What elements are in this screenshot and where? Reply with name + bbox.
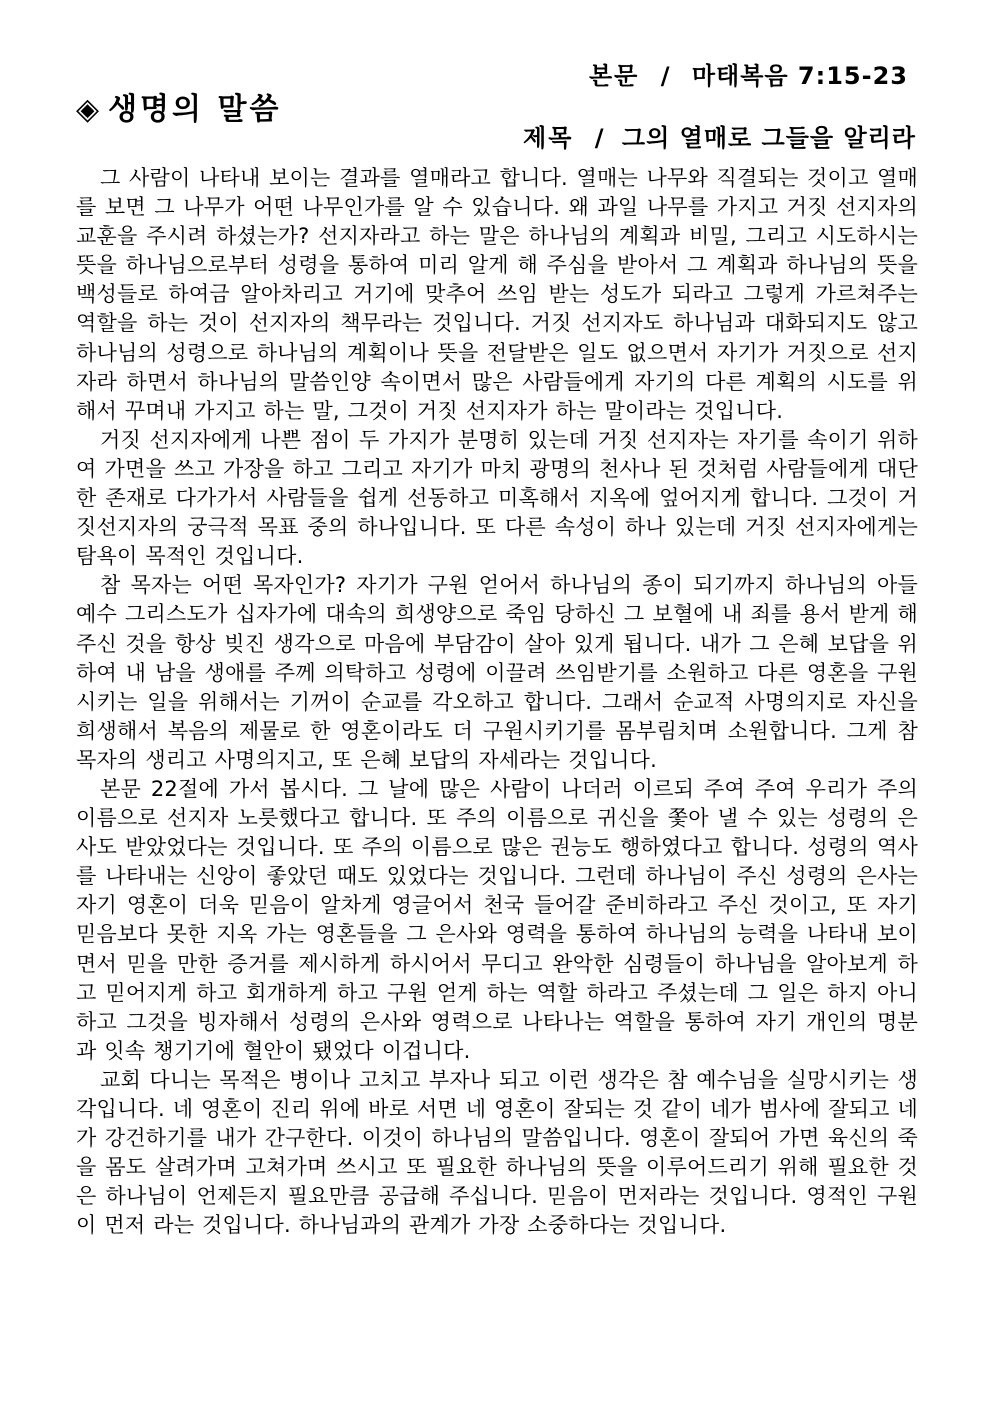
page-title-text: 생명의 말씀	[108, 92, 282, 127]
reference-separator: /	[660, 62, 671, 90]
paragraph: 교회 다니는 목적은 병이나 고치고 부자나 되고 이런 생각은 참 예수님을 실망시키는 생각입니다. 네 영혼이 진리 위에 바로 서면 네 영혼이 잘되는 것 같이 네가 범사에 잘되고 네가 강건하기를 내가 간구한다. 이것이 하나님의 말씀입니다. 영혼이 잘되어 가면 육신의 죽을 몸도 살려가며 고쳐가며 쓰시고 또 필요한 하나님의 뜻을 이루어드리기 위해 필요한 것은 하나님이 언제든지 필요만큼 공급해 주십니다. 믿음이 먼저라는 것입니다. 영적인 구원이 먼저 라는 것입니다. 하나님과의 관계가 가장 소중하다는 것입니다.	[76, 1067, 919, 1238]
paragraph: 그 사람이 나타내 보이는 결과를 열매라고 합니다. 열매는 나무와 직결되는 것이고 열매를 보면 그 나무가 어떤 나무인가를 알 수 있습니다. 왜 과일 나무를 가지고 거짓 선지자의 교훈을 주시려 하셨는가? 선지자라고 하는 말은 하나님의 계획과 비밀, 그리고 시도하시는 뜻을 하나님으로부터 성령을 통하여 미리 알게 해 주심을 받아서 그 계획과 하나님의 뜻을 백성들로 하여금 알아차리고 거기에 맞추어 쓰임 받는 성도가 되라고 그렇게 가르쳐주는 역할을 하는 것이 선지자의 책무라는 것입니다. 거짓 선지자도 하나님과 대화되지도 않고 하나님의 성령으로 하나님의 계획이나 뜻을 전달받은 일도 없으면서 자기가 거짓으로 선지자라 하면서 하나님의 말씀인양 속이면서 많은 사람들에게 자기의 다른 계획의 시도를 위해서 꾸며내 가지고 하는 말, 그것이 거짓 선지자가 하는 말이라는 것입니다.	[76, 166, 918, 423]
paragraph: 본문 22절에 가서 봅시다. 그 날에 많은 사람이 나더러 이르되 주여 주여 우리가 주의 이름으로 선지자 노릇했다고 합니다. 또 주의 이름으로 귀신을 쫓아 낼 수 있는 성령의 은사도 받았었다는 것입니다. 또 주의 이름으로 많은 권능도 행하였다고 합니다. 성령의 역사를 나타내는 신앙이 좋았던 때도 있었다는 것입니다. 그런데 하나님이 주신 성령의 은사는 자기 영혼이 더욱 믿음이 알차게 영글어서 천국 들어갈 준비하라고 주신 것이고, 또 자기 믿음보다 못한 지옥 가는 영혼들을 그 은사와 영력을 통하여 하나님의 능력을 나타내 보이면서 믿을 만한 증거를 제시하게 하시어서 무디고 완악한 심령들이 하나님을 알아보게 하고 믿어지게 하고 회개하게 하고 구원 얻게 하는 역할 하라고 주셨는데 그 일은 하지 아니하고 그것을 빙자해서 성령의 은사와 영력으로 나타나는 역할을 통하여 자기 개인의 명분과 잇속 챙기기에 혈안이 됐었다 이겁니다.	[76, 776, 918, 1063]
title-separator: /	[594, 124, 605, 152]
title-text: 그의 열매로 그들을 알리라	[621, 124, 916, 152]
sermon-body	[76, 164, 918, 1240]
diamond-icon: ◈	[76, 92, 103, 127]
title-label: 제목	[523, 123, 574, 152]
page-header	[0, 0, 992, 160]
reference-label: 본문	[588, 61, 640, 90]
paragraph: 참 목자는 어떤 목자인가? 자기가 구원 얻어서 하나님의 종이 되기까지 하나님의 아들 예수 그리스도가 십자가에 대속의 희생양으로 죽임 당하신 그 보혈에 내 죄를 용서 받게 해 주신 것을 항상 빚진 생각으로 마음에 부담감이 살아 있게 됩니다. 내가 그 은혜 보답을 위하여 내 남을 생애를 주께 의탁하고 성령에 이끌려 쓰임받기를 소원하고 다른 영혼을 구원시키는 일을 위해서는 기꺼이 순교를 각오하고 합니다. 그래서 순교적 사명의지로 자신을 희생해서 복음의 제물로 한 영혼이라도 더 구원시키기를 몸부림치며 소원합니다. 그게 참 목자의 생리고 사명의지고, 또 은혜 보답의 자세라는 것입니다.	[76, 573, 918, 772]
scripture-reference	[589, 56, 908, 91]
sermon-title	[523, 118, 916, 153]
page-title	[76, 84, 281, 128]
reference-text: 마태복음 7:15-23	[691, 62, 908, 90]
paragraph: 거짓 선지자에게 나쁜 점이 두 가지가 분명히 있는데 거짓 선지자는 자기를 속이기 위하여 가면을 쓰고 가장을 하고 그리고 자기가 마치 광명의 천사나 된 것처럼 사람들에게 대단한 존재로 다가가서 사람들을 쉽게 선동하고 미혹해서 지옥에 엎어지게 합니다. 그것이 거짓선지자의 궁극적 목표 중의 하나입니다. 또 다른 속성이 하나 있는데 거짓 선지자에게는 탐욕이 목적인 것입니다.	[76, 427, 918, 569]
